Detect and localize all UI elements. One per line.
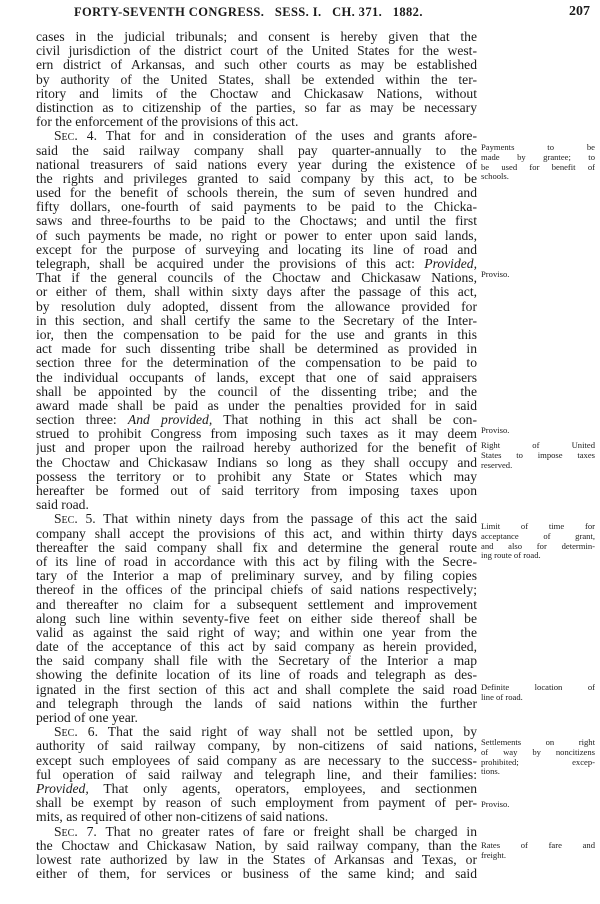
body-line: company shall accept the provisions of this act, and within thirty days: [36, 526, 477, 541]
body-line: the said company shall file with the Secretary of the Interior a map: [36, 654, 477, 669]
marginal-note-line: Right of United: [481, 441, 595, 450]
marginal-note-line: Proviso.: [481, 800, 510, 809]
body-line: cases in the judicial tribunals; and consent is hereby given that the: [36, 30, 477, 44]
marginal-note: [481, 841, 595, 861]
body-line: section three for the determination of the compensation to be paid to: [36, 356, 477, 371]
body-line: Sec. 4. That for and in consideration of the uses and grants afore-: [54, 129, 477, 144]
body-line: ignated in the first section of this act and shall complete the said road: [36, 682, 477, 697]
body-line: tary of the Interior a map of preliminary survey, and by filing copies: [36, 569, 477, 584]
page-number: 207: [569, 4, 590, 19]
body-line: by resolution duly adopted, dissent from the allowance provided for: [36, 299, 477, 314]
body-line: civil jurisdiction of the district court of the United States for the west-: [36, 44, 477, 59]
marginal-note-line: and also for determin-: [481, 541, 595, 551]
body-line: ior, then the compensation to be paid for the use and grants in this: [36, 327, 477, 342]
body-line: and thereafter no claim for a subsequent settlement and improvement: [36, 597, 477, 612]
body-line: of such payments be made, no right or power to enter upon said lands,: [36, 228, 477, 243]
body-line: national treasurers of said nations every year during the existence of: [36, 157, 477, 172]
marginal-note-line: prohibited; excep-: [481, 757, 595, 767]
body-line: section three: And provided, That nothing in this act shall be con-: [36, 413, 477, 428]
marginal-note-line: Limit of time for: [481, 522, 595, 531]
body-line: the individual occupants of lands, except that one of said appraisers: [36, 370, 477, 385]
body-line: the Choctaw and Chickasaw Nation, by said railway company, than the: [36, 838, 477, 853]
body-line: ern district of Arkansas, and such other courts as may be established: [36, 58, 477, 73]
marginal-note-line: Definite location of: [481, 683, 595, 692]
body-line: just and proper upon the railroad hereby authorized for the benefit of: [36, 441, 477, 456]
marginal-note-line: ing route of road.: [481, 551, 541, 561]
marginal-note-line: line of road.: [481, 692, 523, 702]
body-line: of its line of road in accordance with this act by filing with the Secre-: [36, 554, 477, 569]
body-line: distinction as to citizenship of the parties, so far as may be necessary: [36, 100, 477, 115]
body-line: saws and three-fourths to be paid to the Choctaws; and until the first: [36, 214, 477, 229]
body-line: in this section, and shall certify the same to the Secretary of the Inter-: [36, 313, 477, 328]
marginal-note-line: Rates of fare and: [481, 841, 595, 850]
body-line: hereafter be formed out of said territory from imposing taxes upon: [36, 484, 477, 498]
body-line: Provided, That only agents, operators, employees, and sectionmen: [36, 781, 477, 796]
body-line: date of the acceptance of this act by said company as herein provided,: [36, 640, 477, 655]
marginal-note-line: reserved.: [481, 460, 513, 470]
running-head-title: FORTY-SEVENTH CONGRESS. SESS. I. CH. 371. 1882.: [74, 5, 423, 19]
body-line: possess the territory or to prohibit any State or States which may: [36, 469, 477, 484]
marginal-note-line: Proviso.: [481, 270, 510, 279]
body-line: award made shall be paid as under the penalties provided for in said: [36, 398, 477, 413]
body-line: the Choctaw and Chickasaw Indians so long as they shall occupy and: [36, 455, 477, 470]
body-line: Sec. 6. That the said right of way shall not be settled upon, by: [54, 725, 477, 740]
body-line: shall be appointed by the council of the dissenting tribe; and the: [36, 384, 477, 399]
body-line: by authority of the United States, shall be extended within the ter-: [36, 72, 477, 87]
body-line: except for the purpose of surveying and locating its line of road and: [36, 242, 477, 257]
marginal-note: [481, 683, 595, 703]
running-header: [0, 0, 600, 26]
body-line: showing the definite location of its line of roads and telegraph as des-: [36, 668, 477, 683]
body-line: strued to prohibit Congress from imposing such taxes as it may deem: [36, 427, 477, 442]
marginal-note: [481, 270, 595, 280]
marginal-note-line: schools.: [481, 172, 509, 182]
body-line: except such employees of said company as are necessary to the success-: [36, 753, 477, 768]
marginal-note-line: Proviso.: [481, 426, 510, 435]
marginal-note-line: States to impose taxes: [481, 450, 595, 460]
marginal-note: [481, 143, 595, 182]
marginal-note: [481, 426, 595, 436]
marginal-note: [481, 738, 595, 777]
body-line: authority of said railway company, by non-citizens of said nations,: [36, 739, 477, 754]
body-line: thereof in the offices of the principal chiefs of said nations respectively;: [36, 583, 477, 598]
body-text: [36, 30, 477, 881]
body-line: Sec. 7. That no greater rates of fare or freight shall be charged in: [54, 824, 477, 839]
body-line: shall be exempt by reason of such employment from payment of per-: [36, 796, 477, 811]
marginal-note-line: freight.: [481, 850, 507, 860]
body-line: lowest rate authorized by law in the States of Arkansas and Texas, or: [36, 852, 477, 867]
body-line: either of them, for services or business of the same kind; and said: [36, 867, 477, 882]
marginal-note: [481, 522, 595, 561]
body-line: fifty dollars, one-fourth of said payments to be paid to the Chicka-: [36, 200, 477, 215]
body-line: for the enforcement of the provisions of this act.: [36, 115, 299, 130]
body-line: said the said railway company shall pay quarter-annually to the: [36, 143, 477, 158]
body-line: and telegraph through the lands of said nations within the further: [36, 696, 477, 711]
body-line: period of one year.: [36, 711, 138, 725]
body-line: or either of them, shall within sixty days after the passage of this act,: [36, 285, 477, 300]
body-line: valid as against the said right of way; and within one year from the: [36, 625, 477, 640]
marginal-note-line: acceptance of grant,: [481, 531, 595, 541]
body-line: mits, as required of other non-citizens of said nations.: [36, 810, 329, 825]
body-line: Sec. 5. That within ninety days from the passage of this act the said: [54, 512, 477, 527]
body-line: said road.: [36, 498, 89, 513]
body-line: ritory and limits of the Choctaw and Chickasaw Nations, without: [36, 86, 477, 101]
body-line: the rights and privileges granted to said company by this act, to be: [36, 171, 477, 186]
body-line: act made for such dissenting tribe shall be determined as provided in: [36, 342, 477, 357]
marginal-note: [481, 441, 595, 470]
body-line: That if the general councils of the Choctaw and Chickasaw Nations,: [36, 271, 477, 286]
body-line: ful operation of said railway and telegraph line, and their families:: [36, 767, 477, 782]
marginal-note-line: tions.: [481, 767, 500, 777]
body-line: thereafter the said company shall fix and determine the general route: [36, 540, 477, 555]
marginal-note-line: Payments to be: [481, 143, 595, 152]
marginal-note-line: made by grantee; to: [481, 152, 595, 162]
marginal-note-line: of way by noncitizens: [481, 747, 595, 757]
body-line: along such line within seventy-five feet on either side thereof shall be: [36, 611, 477, 626]
marginal-note-line: Settlements on right: [481, 738, 595, 747]
marginal-note: [481, 800, 595, 810]
marginal-note-line: be used for benefit of: [481, 162, 595, 172]
body-line: used for the benefit of schools therein, the sum of seven hundred and: [36, 186, 477, 201]
body-line: telegraph, shall be acquired under the provisions of this act: Provided,: [36, 257, 477, 271]
